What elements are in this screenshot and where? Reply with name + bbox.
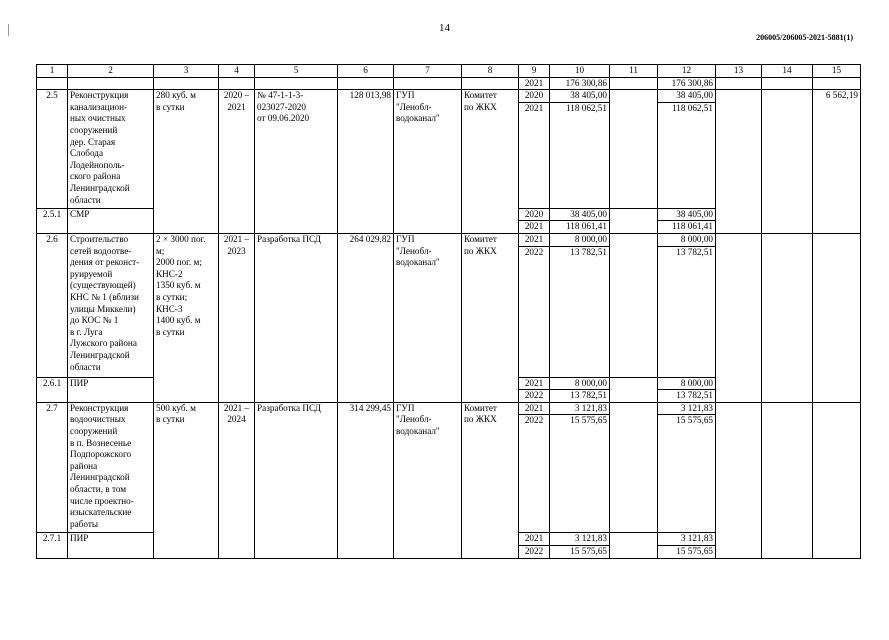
column-header: 10 xyxy=(550,65,610,78)
item-customer: Комитет по ЖКХ xyxy=(462,402,519,558)
value-col13 xyxy=(716,402,762,558)
item-number: 2.5 xyxy=(37,90,68,209)
column-header: 15 xyxy=(813,65,861,78)
item-executor: ГУП "Ленобл- водоканал" xyxy=(394,233,462,402)
item-customer: Комитет по ЖКХ xyxy=(462,90,519,234)
value-col12: 118 062,51 xyxy=(658,102,716,208)
item-name: Строительство сетей водоотве- дения от реконст- руируемой (существующей) КНС № 1 (вблизи улицы Миккели) до КОС № 1 в г. Луга Лужского района Ленинградской области xyxy=(68,233,154,377)
item-customer: Комитет по ЖКХ xyxy=(462,233,519,402)
column-header: 4 xyxy=(219,65,255,78)
item-capacity: 2 × 3000 пог. м; 2000 пог. м; КНС-2 1350 куб. м в сутки; КНС-3 1400 куб. м в сутки xyxy=(154,233,219,402)
column-number-row xyxy=(37,65,861,78)
value-col12: 8 000,00 xyxy=(658,377,716,390)
item-period: 2020 – 2021 xyxy=(219,90,255,234)
year-cell: 2022 xyxy=(519,415,550,533)
value-col12: 118 061,41 xyxy=(658,221,716,234)
subitem-number: 2.7.1 xyxy=(37,533,68,558)
column-header: 8 xyxy=(462,65,519,78)
item-period: 2021 – 2023 xyxy=(219,233,255,402)
item-capacity: 500 куб. м в сутки xyxy=(154,402,219,558)
item-document: № 47-1-1-3- 023027-2020 от 09.06.2020 xyxy=(255,90,338,234)
column-header: 5 xyxy=(255,65,338,78)
value-col11 xyxy=(610,533,658,558)
value-col10: 15 575,65 xyxy=(550,545,610,558)
value-col10: 118 062,51 xyxy=(550,102,610,208)
item-capacity: 280 куб. м в сутки xyxy=(154,90,219,234)
subitem-number: 2.5.1 xyxy=(37,208,68,233)
column-header: 14 xyxy=(762,65,813,78)
value-col10: 118 061,41 xyxy=(550,221,610,234)
item-executor: ГУП "Ленобл- водоканал" xyxy=(394,90,462,234)
column-header: 7 xyxy=(394,65,462,78)
item-cost: 128 013,98 xyxy=(338,90,394,234)
subitem-name: ПИР xyxy=(68,533,154,558)
item-number: 2.7 xyxy=(37,402,68,533)
value-col10: 3 121,83 xyxy=(550,402,610,415)
value-col12: 3 121,83 xyxy=(658,533,716,546)
column-header: 1 xyxy=(37,65,68,78)
year-cell: 2022 xyxy=(519,246,550,377)
value-col11 xyxy=(610,90,658,209)
value-col12: 38 405,00 xyxy=(658,208,716,221)
year-cell: 2020 xyxy=(519,90,550,103)
item-executor: ГУП "Ленобл- водоканал" xyxy=(394,402,462,558)
year-cell: 2020 xyxy=(519,208,550,221)
value-col10: 8 000,00 xyxy=(550,233,610,246)
year-cell: 2021 xyxy=(519,402,550,415)
year-cell: 2022 xyxy=(519,545,550,558)
column-header: 6 xyxy=(338,65,394,78)
item-name: Реконструкция водоочистных сооружений в п. Вознесенье Подпорожского района Ленинградской области, в том числе проектно- изыскательские работы xyxy=(68,402,154,533)
value-col12: 13 782,51 xyxy=(658,246,716,377)
value-col10: 38 405,00 xyxy=(550,90,610,103)
item-number: 2.6 xyxy=(37,233,68,377)
year-cell: 2021 xyxy=(519,77,550,90)
value-col11 xyxy=(610,208,658,233)
value-col10: 8 000,00 xyxy=(550,377,610,390)
document-id: 206005/206005-2021-5881(1) xyxy=(756,33,853,42)
value-col10: 176 300,86 xyxy=(550,77,610,90)
value-col11 xyxy=(610,402,658,533)
column-header: 13 xyxy=(716,65,762,78)
value-col10: 13 782,51 xyxy=(550,390,610,403)
value-col14 xyxy=(762,233,813,402)
item-name: Реконструкция канализацион- ных очистных сооружений дер. Старая Слобода Лодейнополь- ского района Ленинградской области xyxy=(68,90,154,209)
value-col10: 13 782,51 xyxy=(550,246,610,377)
value-col13 xyxy=(716,233,762,402)
value-col15 xyxy=(813,402,861,558)
column-header: 2 xyxy=(68,65,154,78)
value-col11 xyxy=(610,233,658,377)
value-col11 xyxy=(610,377,658,402)
year-cell: 2021 xyxy=(519,102,550,208)
value-col10: 15 575,65 xyxy=(550,415,610,533)
value-col10: 38 405,00 xyxy=(550,208,610,221)
table-row xyxy=(37,90,861,103)
value-col10: 3 121,83 xyxy=(550,533,610,546)
subitem-name: СМР xyxy=(68,208,154,233)
page-number: 14 xyxy=(439,22,450,34)
column-header: 12 xyxy=(658,65,716,78)
value-col15 xyxy=(813,233,861,402)
value-col13 xyxy=(716,90,762,234)
year-cell: 2021 xyxy=(519,233,550,246)
year-cell: 2022 xyxy=(519,390,550,403)
value-col12: 38 405,00 xyxy=(658,90,716,103)
table-row xyxy=(37,77,861,90)
value-col12: 15 575,65 xyxy=(658,545,716,558)
item-document: Разработка ПСД xyxy=(255,402,338,558)
value-col12: 176 300,86 xyxy=(658,77,716,90)
value-col12: 15 575,65 xyxy=(658,415,716,533)
investment-table xyxy=(36,64,861,559)
year-cell: 2021 xyxy=(519,533,550,546)
value-col14 xyxy=(762,90,813,234)
table-row xyxy=(37,402,861,415)
item-cost: 264 029,82 xyxy=(338,233,394,402)
value-col14 xyxy=(762,402,813,558)
value-col12: 8 000,00 xyxy=(658,233,716,246)
value-col12: 3 121,83 xyxy=(658,402,716,415)
subitem-name: ПИР xyxy=(68,377,154,402)
column-header: 3 xyxy=(154,65,219,78)
subitem-number: 2.6.1 xyxy=(37,377,68,402)
table-row xyxy=(37,233,861,246)
value-col15: 6 562,19 xyxy=(813,90,861,234)
value-col12: 13 782,51 xyxy=(658,390,716,403)
item-document: Разработка ПСД xyxy=(255,233,338,402)
year-cell: 2021 xyxy=(519,221,550,234)
column-header: 11 xyxy=(610,65,658,78)
item-cost: 314 299,45 xyxy=(338,402,394,558)
year-cell: 2021 xyxy=(519,377,550,390)
item-period: 2021 – 2024 xyxy=(219,402,255,558)
column-header: 9 xyxy=(519,65,550,78)
